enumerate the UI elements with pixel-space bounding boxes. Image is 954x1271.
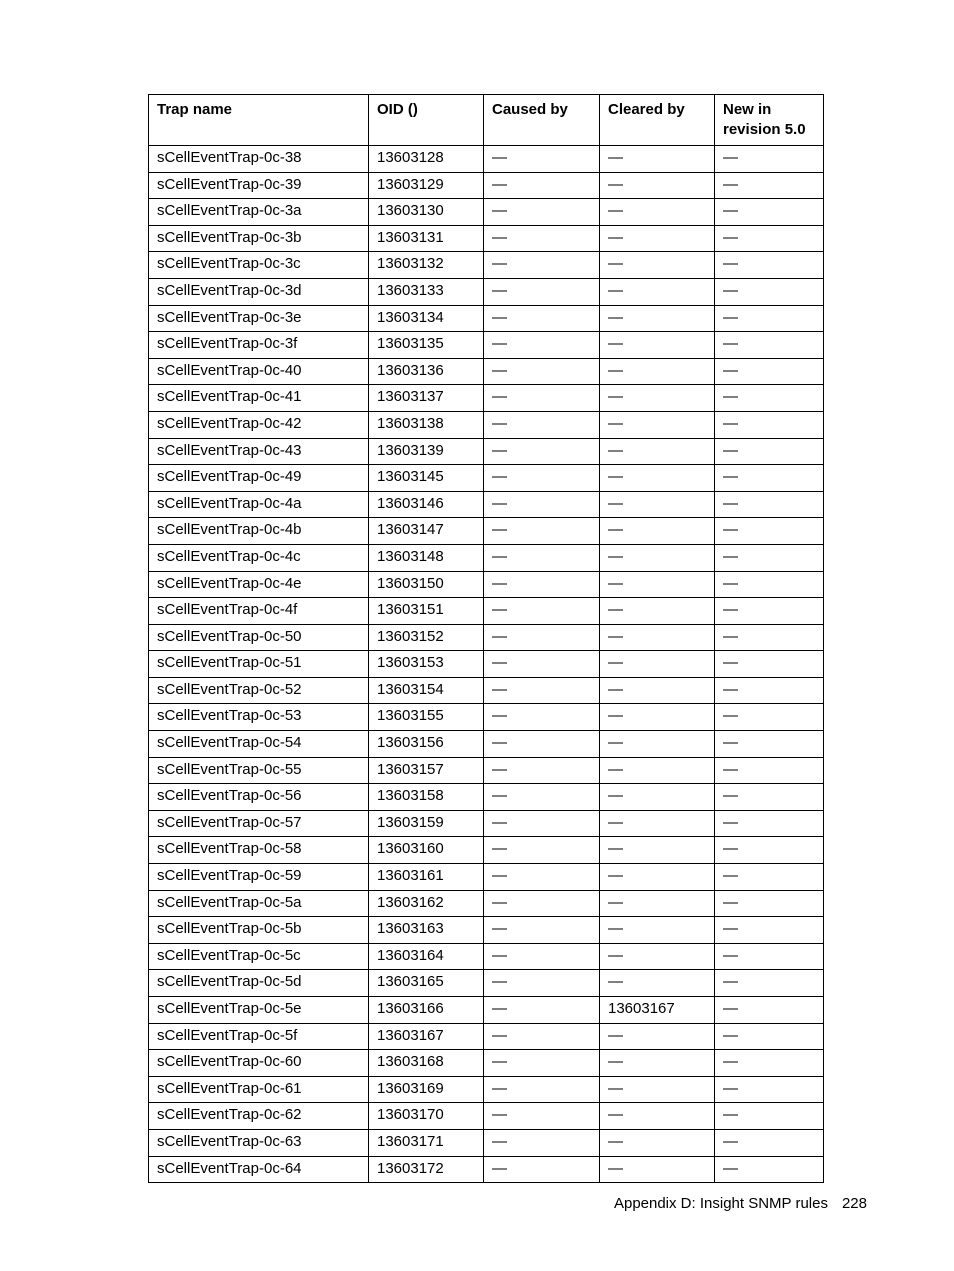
cell-cleared-by: — [600,651,715,678]
cell-cleared-by: — [600,1023,715,1050]
cell-new-in-revision: — [715,225,824,252]
cell-new-in-revision: — [715,385,824,412]
cell-new-in-revision: — [715,704,824,731]
cell-trap-name: sCellEventTrap-0c-50 [149,624,369,651]
cell-cleared-by: — [600,544,715,571]
cell-caused-by: — [484,199,600,226]
cell-caused-by: — [484,890,600,917]
table-row [149,518,824,545]
cell-cleared-by: — [600,970,715,997]
cell-trap-name: sCellEventTrap-0c-53 [149,704,369,731]
cell-trap-name: sCellEventTrap-0c-49 [149,465,369,492]
cell-oid: 13603167 [369,1023,484,1050]
cell-new-in-revision: — [715,411,824,438]
cell-new-in-revision: — [715,1156,824,1183]
cell-cleared-by: — [600,385,715,412]
cell-cleared-by: — [600,305,715,332]
table-row [149,1103,824,1130]
cell-trap-name: sCellEventTrap-0c-3a [149,199,369,226]
cell-new-in-revision: — [715,810,824,837]
cell-caused-by: — [484,411,600,438]
cell-caused-by: — [484,385,600,412]
cell-oid: 13603133 [369,278,484,305]
table-row [149,810,824,837]
cell-trap-name: sCellEventTrap-0c-4c [149,544,369,571]
cell-new-in-revision: — [715,571,824,598]
cell-caused-by: — [484,571,600,598]
cell-new-in-revision: — [715,677,824,704]
table-row [149,837,824,864]
cell-caused-by: — [484,651,600,678]
cell-cleared-by: — [600,864,715,891]
cell-new-in-revision: — [715,1129,824,1156]
header-trap-name: Trap name [149,95,369,146]
cell-cleared-by: — [600,1103,715,1130]
table-row [149,438,824,465]
cell-caused-by: — [484,252,600,279]
table-row [149,332,824,359]
cell-new-in-revision: — [715,358,824,385]
cell-cleared-by: — [600,411,715,438]
table-row [149,890,824,917]
cell-cleared-by: — [600,172,715,199]
cell-trap-name: sCellEventTrap-0c-3b [149,225,369,252]
cell-trap-name: sCellEventTrap-0c-3c [149,252,369,279]
cell-oid: 13603154 [369,677,484,704]
cell-oid: 13603130 [369,199,484,226]
cell-oid: 13603139 [369,438,484,465]
cell-caused-by: — [484,1023,600,1050]
table-row [149,677,824,704]
cell-caused-by: — [484,943,600,970]
cell-new-in-revision: — [715,1076,824,1103]
header-oid: OID () [369,95,484,146]
table-row [149,411,824,438]
cell-new-in-revision: — [715,438,824,465]
table-row [149,385,824,412]
cell-oid: 13603147 [369,518,484,545]
cell-cleared-by: — [600,465,715,492]
cell-trap-name: sCellEventTrap-0c-4e [149,571,369,598]
cell-new-in-revision: — [715,837,824,864]
page-footer [614,1195,867,1212]
table-row [149,571,824,598]
cell-oid: 13603135 [369,332,484,359]
cell-caused-by: — [484,1050,600,1077]
cell-trap-name: sCellEventTrap-0c-42 [149,411,369,438]
cell-caused-by: — [484,225,600,252]
cell-caused-by: — [484,358,600,385]
cell-oid: 13603158 [369,784,484,811]
cell-new-in-revision: — [715,305,824,332]
cell-new-in-revision: — [715,598,824,625]
table-row [149,172,824,199]
table-row [149,1156,824,1183]
table-row [149,704,824,731]
cell-oid: 13603156 [369,731,484,758]
cell-new-in-revision: — [715,146,824,173]
cell-oid: 13603172 [369,1156,484,1183]
table-row [149,146,824,173]
cell-cleared-by: — [600,438,715,465]
cell-trap-name: sCellEventTrap-0c-64 [149,1156,369,1183]
cell-oid: 13603162 [369,890,484,917]
cell-new-in-revision: — [715,970,824,997]
cell-trap-name: sCellEventTrap-0c-54 [149,731,369,758]
table-row [149,305,824,332]
cell-new-in-revision: — [715,624,824,651]
cell-trap-name: sCellEventTrap-0c-3d [149,278,369,305]
cell-caused-by: — [484,305,600,332]
cell-trap-name: sCellEventTrap-0c-52 [149,677,369,704]
cell-caused-by: — [484,997,600,1024]
cell-trap-name: sCellEventTrap-0c-5a [149,890,369,917]
cell-cleared-by: — [600,491,715,518]
cell-oid: 13603153 [369,651,484,678]
table-row [149,651,824,678]
cell-oid: 13603165 [369,970,484,997]
cell-new-in-revision: — [715,890,824,917]
cell-oid: 13603164 [369,943,484,970]
cell-oid: 13603131 [369,225,484,252]
cell-trap-name: sCellEventTrap-0c-41 [149,385,369,412]
cell-caused-by: — [484,491,600,518]
table-row [149,997,824,1024]
cell-oid: 13603129 [369,172,484,199]
cell-new-in-revision: — [715,518,824,545]
cell-trap-name: sCellEventTrap-0c-55 [149,757,369,784]
cell-cleared-by: — [600,252,715,279]
cell-caused-by: — [484,704,600,731]
cell-new-in-revision: — [715,544,824,571]
cell-oid: 13603161 [369,864,484,891]
cell-oid: 13603166 [369,997,484,1024]
table-header [149,95,824,146]
cell-new-in-revision: — [715,1050,824,1077]
table-row [149,278,824,305]
cell-cleared-by: — [600,677,715,704]
cell-caused-by: — [484,624,600,651]
cell-caused-by: — [484,970,600,997]
table-row [149,624,824,651]
table-row [149,970,824,997]
cell-new-in-revision: — [715,997,824,1024]
table-row [149,1050,824,1077]
cell-oid: 13603159 [369,810,484,837]
cell-cleared-by: — [600,1050,715,1077]
cell-oid: 13603168 [369,1050,484,1077]
cell-caused-by: — [484,757,600,784]
cell-caused-by: — [484,1103,600,1130]
cell-new-in-revision: — [715,917,824,944]
cell-new-in-revision: — [715,1103,824,1130]
cell-cleared-by: — [600,146,715,173]
cell-trap-name: sCellEventTrap-0c-4a [149,491,369,518]
footer-section-title: Appendix D: Insight SNMP rules [613,1195,828,1212]
cell-caused-by: — [484,1129,600,1156]
table-row [149,544,824,571]
cell-trap-name: sCellEventTrap-0c-57 [149,810,369,837]
cell-cleared-by: — [600,1156,715,1183]
cell-cleared-by: — [600,278,715,305]
cell-oid: 13603128 [369,146,484,173]
cell-trap-name: sCellEventTrap-0c-60 [149,1050,369,1077]
cell-trap-name: sCellEventTrap-0c-59 [149,864,369,891]
cell-trap-name: sCellEventTrap-0c-5d [149,970,369,997]
cell-caused-by: — [484,146,600,173]
cell-cleared-by: — [600,810,715,837]
cell-caused-by: — [484,465,600,492]
table-row [149,225,824,252]
table-row [149,917,824,944]
cell-oid: 13603146 [369,491,484,518]
cell-oid: 13603134 [369,305,484,332]
cell-caused-by: — [484,598,600,625]
cell-oid: 13603138 [369,411,484,438]
cell-cleared-by: — [600,332,715,359]
cell-new-in-revision: — [715,278,824,305]
cell-cleared-by: — [600,598,715,625]
table-row [149,1023,824,1050]
cell-cleared-by: — [600,784,715,811]
cell-trap-name: sCellEventTrap-0c-5f [149,1023,369,1050]
cell-cleared-by: — [600,890,715,917]
cell-trap-name: sCellEventTrap-0c-56 [149,784,369,811]
cell-trap-name: sCellEventTrap-0c-5e [149,997,369,1024]
cell-caused-by: — [484,438,600,465]
cell-trap-name: sCellEventTrap-0c-40 [149,358,369,385]
cell-trap-name: sCellEventTrap-0c-3f [149,332,369,359]
cell-new-in-revision: — [715,252,824,279]
table-row [149,491,824,518]
header-caused-by: Caused by [484,95,600,146]
table-body [149,146,824,1183]
cell-new-in-revision: — [715,784,824,811]
cell-trap-name: sCellEventTrap-0c-4b [149,518,369,545]
cell-cleared-by: — [600,1129,715,1156]
cell-caused-by: — [484,332,600,359]
cell-new-in-revision: — [715,199,824,226]
cell-new-in-revision: — [715,332,824,359]
cell-new-in-revision: — [715,864,824,891]
cell-caused-by: — [484,731,600,758]
cell-oid: 13603145 [369,465,484,492]
cell-oid: 13603169 [369,1076,484,1103]
cell-cleared-by: — [600,624,715,651]
table-row [149,358,824,385]
cell-caused-by: — [484,518,600,545]
cell-cleared-by: — [600,943,715,970]
cell-oid: 13603157 [369,757,484,784]
cell-cleared-by: — [600,518,715,545]
cell-oid: 13603152 [369,624,484,651]
cell-oid: 13603137 [369,385,484,412]
page-number: 228 [841,1195,867,1212]
cell-oid: 13603160 [369,837,484,864]
cell-caused-by: — [484,172,600,199]
cell-cleared-by: — [600,225,715,252]
cell-new-in-revision: — [715,491,824,518]
table-row [149,465,824,492]
table-row [149,1129,824,1156]
table-row [149,864,824,891]
header-row [149,95,824,146]
table-row [149,757,824,784]
cell-caused-by: — [484,1076,600,1103]
table-row [149,598,824,625]
cell-cleared-by: — [600,731,715,758]
cell-oid: 13603132 [369,252,484,279]
cell-oid: 13603163 [369,917,484,944]
cell-trap-name: sCellEventTrap-0c-61 [149,1076,369,1103]
cell-cleared-by: — [600,917,715,944]
cell-cleared-by: — [600,358,715,385]
cell-caused-by: — [484,810,600,837]
cell-trap-name: sCellEventTrap-0c-63 [149,1129,369,1156]
cell-new-in-revision: — [715,757,824,784]
cell-caused-by: — [484,278,600,305]
cell-new-in-revision: — [715,172,824,199]
cell-new-in-revision: — [715,465,824,492]
table-row [149,199,824,226]
cell-trap-name: sCellEventTrap-0c-38 [149,146,369,173]
cell-new-in-revision: — [715,731,824,758]
cell-trap-name: sCellEventTrap-0c-4f [149,598,369,625]
table-row [149,1076,824,1103]
cell-caused-by: — [484,837,600,864]
cell-trap-name: sCellEventTrap-0c-5b [149,917,369,944]
table-row [149,252,824,279]
table-row [149,731,824,758]
cell-caused-by: — [484,544,600,571]
cell-trap-name: sCellEventTrap-0c-58 [149,837,369,864]
header-cleared-by: Cleared by [600,95,715,146]
cell-oid: 13603155 [369,704,484,731]
cell-trap-name: sCellEventTrap-0c-62 [149,1103,369,1130]
cell-new-in-revision: — [715,651,824,678]
cell-cleared-by: — [600,704,715,731]
cell-caused-by: — [484,677,600,704]
cell-oid: 13603151 [369,598,484,625]
table-row [149,943,824,970]
cell-trap-name: sCellEventTrap-0c-5c [149,943,369,970]
cell-trap-name: sCellEventTrap-0c-39 [149,172,369,199]
cell-trap-name: sCellEventTrap-0c-43 [149,438,369,465]
cell-caused-by: — [484,1156,600,1183]
cell-cleared-by: 13603167 [600,997,715,1024]
snmp-trap-table [148,94,824,1183]
cell-oid: 13603171 [369,1129,484,1156]
cell-cleared-by: — [600,571,715,598]
cell-oid: 13603150 [369,571,484,598]
cell-caused-by: — [484,864,600,891]
cell-caused-by: — [484,784,600,811]
cell-cleared-by: — [600,837,715,864]
cell-oid: 13603170 [369,1103,484,1130]
cell-cleared-by: — [600,757,715,784]
cell-oid: 13603136 [369,358,484,385]
table-row [149,784,824,811]
cell-trap-name: sCellEventTrap-0c-51 [149,651,369,678]
cell-caused-by: — [484,917,600,944]
header-new-in-revision: New in revision 5.0 [715,95,824,146]
cell-cleared-by: — [600,199,715,226]
cell-new-in-revision: — [715,943,824,970]
cell-new-in-revision: — [715,1023,824,1050]
cell-cleared-by: — [600,1076,715,1103]
cell-oid: 13603148 [369,544,484,571]
cell-trap-name: sCellEventTrap-0c-3e [149,305,369,332]
